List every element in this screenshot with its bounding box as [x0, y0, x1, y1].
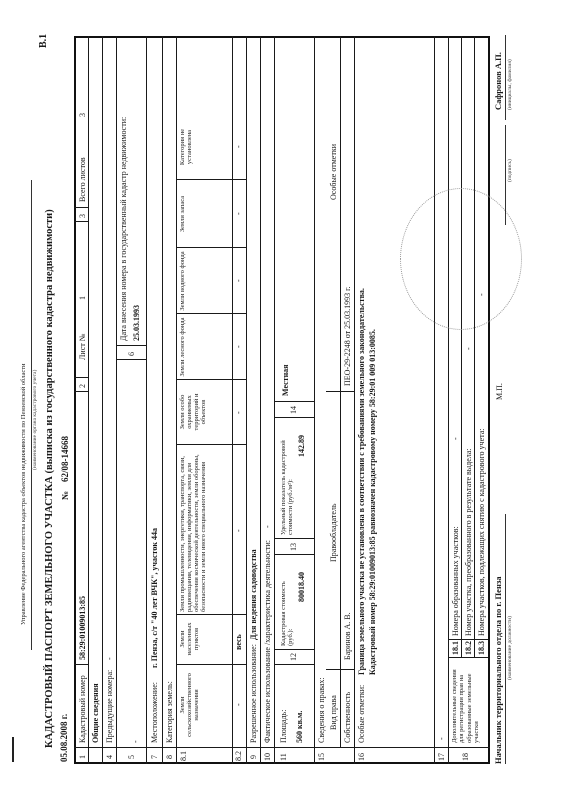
category-not-set: Категория не установлена — [179, 128, 194, 166]
row-num-8-2: 8.2 — [234, 751, 243, 761]
row-num-16: 16 — [357, 753, 366, 761]
total-sheets-label: Всего листов — [78, 157, 87, 202]
row-num-17: 17 — [437, 753, 446, 761]
category-reserve: Земли запаса — [179, 195, 186, 233]
agency-name: Управление Федерального агентства кадастра объектов недвижимости по Пензенской области — [20, 363, 27, 625]
rights-document: ПЕО-29-2248 от 25.03.1993 г. — [343, 286, 352, 386]
category-value-water: - — [234, 279, 243, 282]
row-num-9: 9 — [249, 755, 258, 759]
previous-numbers-label: Предыдущие номера: — [105, 669, 114, 743]
category-value-forest: - — [234, 345, 243, 348]
special-marks-line-1: Граница земельного участка не установлена в соответствии с требованиями земельного законодательства. — [357, 288, 366, 675]
sheet-cell-num: 2 — [78, 384, 87, 388]
row-num-11: 11 — [279, 753, 288, 761]
location-label: Местоположение: — [150, 682, 159, 743]
special-marks-line-2: Кадастровый номер 58:29:01009013:85 равнозначен кадастровому номеру 58:29:01 009 013:0085. — [368, 329, 377, 675]
row-num-12: 12 — [289, 653, 298, 661]
right-type-header: Вид права — [329, 695, 338, 730]
row-num-18-2: 18.2 — [464, 641, 473, 655]
formed-plots-value: - — [451, 437, 460, 440]
row-num-13: 13 — [289, 543, 298, 551]
special-notes-header: Особые отметки — [329, 144, 338, 200]
row-num-18-3: 18.3 — [477, 641, 486, 655]
row-num-14: 14 — [289, 406, 298, 414]
category-protected: Земли особо охраняемых территорий и объектов — [179, 393, 208, 431]
cadastral-number-value: 58:29:01009013:85 — [78, 596, 87, 660]
row-5-value: - — [131, 740, 140, 743]
area-label: Площадь: — [279, 709, 288, 743]
transformed-plot-label: Номер участка, преобразованного в результате выдела: — [464, 448, 473, 636]
permitted-use-value: Для ведения садоводства — [249, 549, 258, 640]
category-value-agricultural: - — [234, 703, 243, 706]
general-info-heading: Общие сведения — [91, 683, 100, 743]
official-position: Начальник территориального отдела по г. Пенза — [493, 576, 503, 764]
permitted-use-label: Разрешенное использование: — [249, 644, 258, 743]
actual-use-value: - — [263, 525, 272, 528]
margin-mark — [12, 737, 14, 762]
row-17-value: - — [437, 737, 446, 740]
row-num-18: 18 — [461, 753, 470, 761]
row-num-8: 8 — [165, 755, 174, 759]
cadastral-value-value: 80018.40 — [297, 572, 306, 602]
row-num-18-1: 18.1 — [451, 641, 460, 655]
stamp-label: М.П. — [495, 383, 504, 400]
cadastral-number-label: Кадастровый номер — [78, 675, 87, 743]
actual-use-label: Фактическое использование /характеристика деятельности: — [263, 540, 272, 743]
holder-value: Баринов А. В. — [343, 612, 352, 660]
location-value: г. Пенза, с/т "40 лет ВЧК", участок 44а — [150, 528, 159, 668]
position-caption: (наименование должности) — [507, 616, 513, 680]
total-sheets-value: 3 — [78, 113, 87, 117]
document-date: 05.08.2008 г. — [59, 713, 69, 762]
number-label: № — [60, 490, 70, 500]
specific-value-label: Удельный показатель кадастровой стоимости (руб./м²): — [280, 440, 295, 535]
row-num-8-1: 8.1 — [179, 751, 188, 761]
registration-date-value: 25.03.1993 — [132, 305, 141, 341]
category-value-industrial: - — [234, 529, 243, 532]
row-num-15: 15 — [317, 753, 326, 761]
category-value-reserve: - — [234, 212, 243, 215]
sheet-value: 1 — [78, 296, 87, 300]
area-value: 560 кв.м. — [295, 710, 304, 743]
previous-numbers-value: - — [105, 657, 114, 660]
additional-info-label: Дополнительные сведения для регистрации прав на образованные земельные участки — [451, 669, 481, 743]
category-value-not-set: - — [234, 145, 243, 148]
stamp-seal-icon — [400, 188, 522, 330]
document-title: КАДАСТРОВЫЙ ПАСПОРТ ЗЕМЕЛЬНОГО УЧАСТКА (выписка из государственного кадастра недвижимости) — [44, 209, 55, 748]
name-caption: (инициалы, фамилия) — [507, 59, 513, 110]
category-agricultural: Земли сельскохозяйственного назначения — [179, 673, 201, 737]
cadastral-value-label: Кадастровая стоимость (руб.): — [280, 581, 295, 646]
category-forest: Земли лесного фонда — [179, 317, 186, 377]
category-settlements: Земли населенных пунктов — [179, 622, 201, 656]
signature-caption: (подпись) — [507, 159, 513, 182]
category-value-protected: - — [234, 411, 243, 414]
removed-plots-label: Номера участков, подлежащих снятию с кадастрового учета: — [477, 428, 486, 636]
sheet-label: Лист № — [78, 333, 87, 360]
holder-header: Правообладатель — [329, 503, 338, 562]
document-number: 62/08-14668 — [60, 436, 70, 482]
row-num-10: 10 — [263, 753, 272, 761]
total-cell-num: 3 — [78, 214, 87, 218]
cell-14-value: Местная — [281, 364, 290, 396]
removed-plots-value: - — [477, 293, 486, 296]
row-num-1: 1 — [78, 755, 87, 759]
registration-date-label: Дата внесения номера в государственный кадастр недвижимости: — [119, 116, 128, 341]
specific-value-value: 142.89 — [297, 435, 306, 457]
agency-caption: (наименование органа кадастрового учета) — [32, 369, 38, 470]
row-num-4: 4 — [105, 755, 114, 759]
row-num-5: 5 — [127, 755, 136, 759]
special-marks-label: Особые отметки: — [357, 684, 366, 743]
category-water: Земли водного фонда — [179, 251, 186, 311]
official-name: Сафронов А.П. — [493, 52, 503, 110]
transformed-plot-value: - — [464, 347, 473, 350]
category-industrial: Земли промышленности, энергетики, транспорта, связи, радиовещания, телевидения, информатики, земли для обеспечения космической деятельности, земли обороны, безопасности и земли иного специального назначения — [179, 454, 208, 612]
category-value-settlements: весь — [234, 634, 243, 650]
form-code: В.1 — [38, 33, 49, 48]
rights-label: Сведения о правах: — [317, 677, 326, 743]
row-num-6: 6 — [127, 352, 136, 356]
right-type-value: Собственность — [343, 691, 352, 743]
formed-plots-label: Номера образованных участков: — [451, 526, 460, 636]
row-num-7: 7 — [150, 755, 159, 759]
land-category-label: Категория земель: — [165, 681, 174, 743]
